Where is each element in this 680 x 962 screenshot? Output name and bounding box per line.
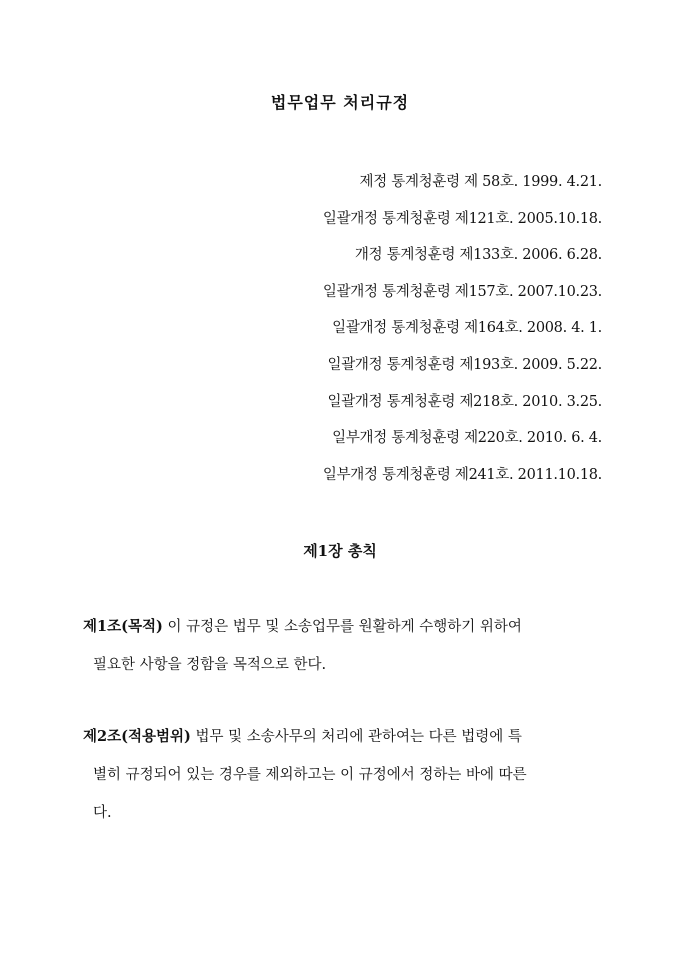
- article-2-text-line: 별히 규정되어 있는 경우를 제외하고는 이 규정에서 정하는 바에 따른: [93, 767, 527, 783]
- amendment-history-item: 일부개정 통계청훈령 제241호. 2011.10.18.: [322, 466, 602, 483]
- chapter-heading: 제1장 총칙: [303, 542, 377, 560]
- amendment-history-item: 일부개정 통계청훈령 제220호. 2010. 6. 4.: [332, 430, 602, 447]
- document-title: 법무업무 처리규정: [270, 93, 410, 112]
- amendment-history: [323, 170, 602, 499]
- article-1-text-line: 이 규정은 법무 및 소송업무를 원활하게 수행하기 위하여: [162, 619, 522, 635]
- article-1: [83, 608, 603, 684]
- article-2: [83, 718, 603, 832]
- amendment-history-item: 일괄개정 통계청훈령 제121호. 2005.10.18.: [322, 210, 602, 227]
- amendment-history-item: 일괄개정 통계청훈령 제157호. 2007.10.23.: [322, 283, 602, 300]
- amendment-history-item: 개정 통계청훈령 제133호. 2006. 6.28.: [354, 247, 602, 264]
- article-1-heading: 제1조(목적): [83, 618, 163, 635]
- amendment-history-item: 일괄개정 통계청훈령 제193호. 2009. 5.22.: [327, 356, 602, 373]
- article-2-text-line: 다.: [93, 805, 112, 821]
- amendment-history-item: 제정 통계청훈령 제 58호. 1999. 4.21.: [359, 174, 602, 190]
- amendment-history-item: 일괄개정 통계청훈령 제218호. 2010. 3.25.: [327, 393, 602, 410]
- article-1-text-line: 필요한 사항을 정함을 목적으로 한다.: [93, 657, 327, 673]
- article-2-heading: 제2조(적용범위): [83, 728, 191, 745]
- article-2-text-line: 법무 및 소송사무의 처리에 관하여는 다른 법령에 특: [190, 729, 522, 745]
- amendment-history-item: 일괄개정 통계청훈령 제164호. 2008. 4. 1.: [332, 320, 602, 337]
